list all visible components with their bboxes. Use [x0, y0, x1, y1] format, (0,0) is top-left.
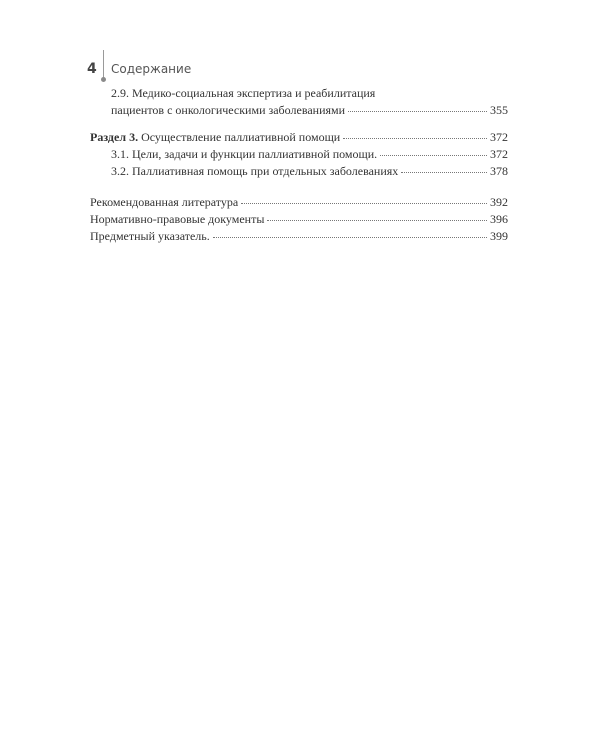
toc-entry-literature[interactable]	[90, 194, 508, 211]
toc-entry-label: 3.2. Паллиативная помощь при отдельных заболеваниях	[111, 164, 399, 178]
toc-entry-3-1[interactable]	[90, 146, 508, 163]
toc-page-number: 378	[490, 164, 508, 178]
toc-entry-normative-documents[interactable]	[90, 211, 508, 228]
dot-leader	[348, 110, 487, 112]
toc-entry-2-9-line2	[111, 102, 508, 119]
section-title: Содержание	[111, 62, 192, 76]
dot-leader	[343, 137, 487, 139]
toc-page-number: 392	[490, 195, 508, 209]
section-title-text: Осуществление паллиативной помощи	[141, 130, 341, 144]
toc-entry-label: Нормативно-правовые документы	[90, 212, 265, 226]
page-number: 4	[87, 61, 97, 77]
running-header	[0, 0, 600, 90]
dot-leader	[213, 236, 487, 238]
toc-entry-section-3[interactable]	[90, 129, 508, 146]
toc-page-number: 399	[490, 229, 508, 243]
toc-page-number: 396	[490, 212, 508, 226]
toc-page-number: 372	[490, 130, 508, 144]
toc-entry-label: 3.1. Цели, задачи и функции паллиативной помощи.	[111, 147, 378, 161]
dot-leader	[380, 154, 487, 156]
toc-entry-2-9-line1	[111, 85, 508, 102]
dot-leader	[241, 202, 487, 204]
toc-entry-2-9[interactable]	[90, 85, 508, 119]
toc-page-number: 372	[490, 147, 508, 161]
toc-entry-label: Рекомендованная литература	[90, 195, 239, 209]
toc-page-number: 355	[490, 103, 508, 117]
header-divider	[103, 50, 104, 79]
toc-entry-label: пациентов с онкологическими заболеваниями	[111, 103, 346, 117]
toc-entry-subject-index[interactable]	[90, 228, 508, 245]
toc-entry-3-2[interactable]	[90, 163, 508, 180]
header-dot-icon	[101, 77, 106, 82]
toc-entry-label	[90, 129, 340, 146]
toc-entry-label: Предметный указатель.	[90, 229, 210, 243]
table-of-contents	[90, 85, 508, 245]
section-prefix: Раздел 3.	[90, 130, 139, 144]
toc-entry-label: 2.9. Медико-социальная экспертиза и реабилитация	[111, 86, 376, 100]
dot-leader	[267, 219, 487, 221]
dot-leader	[401, 171, 487, 173]
